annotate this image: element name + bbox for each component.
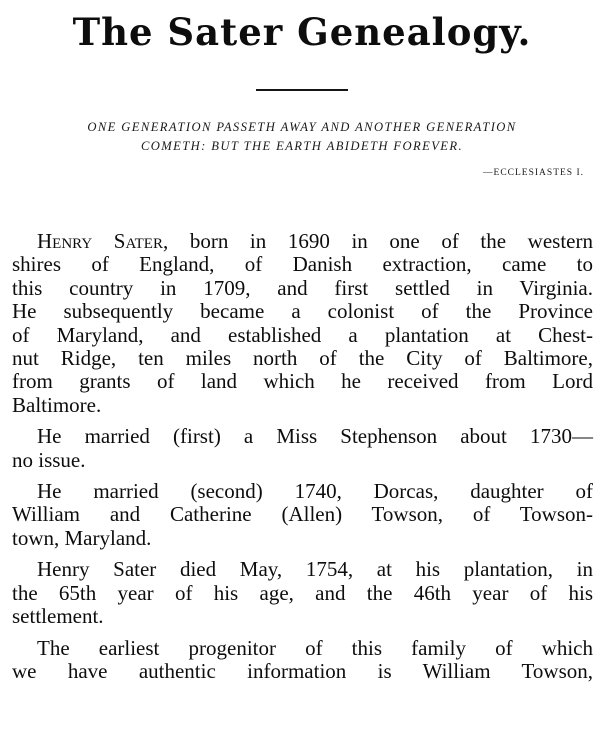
text-line: of Maryland, and established a plantation at Chest- — [12, 322, 593, 347]
epigraph-attribution: —ECCLESIASTES I. — [483, 168, 584, 178]
text-line: He married (second) 1740, Dorcas, daughter of — [37, 479, 593, 504]
paragraph — [0, 480, 604, 550]
text-line: nut Ridge, ten miles north of the City of Baltimore, — [12, 346, 593, 371]
epigraph-line: COMETH: BUT THE EARTH ABIDETH FOREVER. — [140, 139, 464, 153]
text-line: The earliest progenitor of this family of which — [37, 635, 593, 660]
paragraph — [0, 637, 604, 684]
text-line: He subsequently became a colonist of the Province — [12, 299, 593, 324]
paragraph — [0, 425, 604, 472]
text-line: Baltimore. — [12, 392, 102, 417]
lead-name: Henry Sater — [37, 229, 163, 253]
body-text — [0, 230, 604, 683]
text-line: town, Maryland. — [12, 525, 152, 550]
title-divider — [256, 89, 348, 91]
text-line: He married (first) a Miss Stephenson about 1730— — [37, 424, 593, 449]
text-line: Henry Sater died May, 1754, at his plantation, in — [37, 557, 593, 582]
text-line: the 65th year of his age, and the 46th year of his — [12, 580, 593, 605]
text-line: from grants of land which he received from Lord — [12, 369, 593, 394]
text-line: Henry Sater, born in 1690 in one of the western — [37, 229, 593, 253]
text-line: shires of England, of Danish extraction, came to — [12, 252, 593, 277]
text-line: no issue. — [12, 447, 86, 472]
epigraph — [0, 118, 604, 156]
epigraph-line: ONE GENERATION PASSETH AWAY AND ANOTHER GENERATION — [87, 120, 517, 134]
paragraph — [0, 558, 604, 628]
page-title: The Sater Genealogy. — [72, 10, 532, 54]
text-line: we have authentic information is William Towson, — [12, 658, 593, 683]
text-line: settlement. — [12, 604, 104, 629]
text-line: this country in 1709, and first settled in Virginia. — [12, 275, 593, 300]
paragraph — [0, 230, 604, 417]
text-line: William and Catherine (Allen) Towson, of Towson- — [12, 502, 593, 527]
